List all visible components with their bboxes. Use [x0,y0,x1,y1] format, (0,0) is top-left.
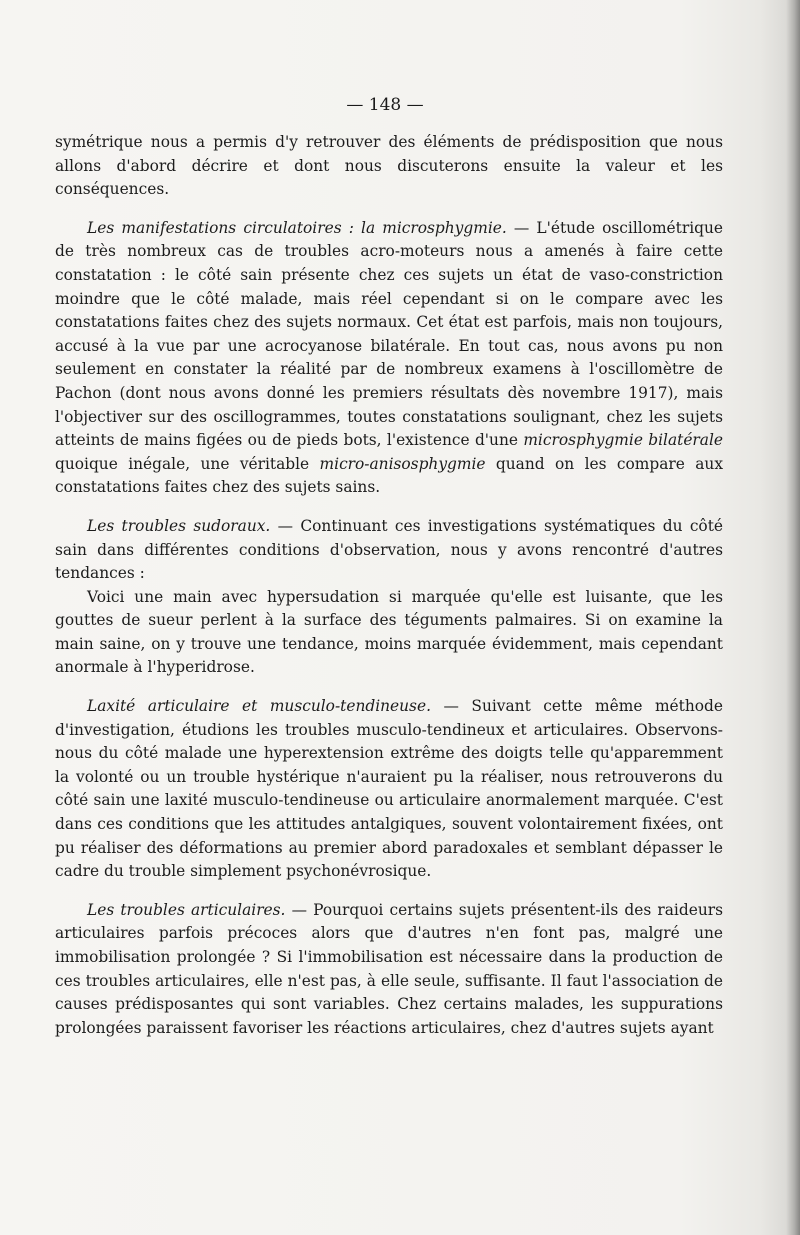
paragraph-hypersudation: Voici une main avec hypersudation si marquée qu'elle est luisante, que les gouttes de sueur perlent à la surface des téguments palmaires. Si on examine la main saine, on y trouve une tendance, moins marquée évidemment, mais cependant anormale à l'hyperidrose. [55,587,723,677]
paragraph-text: — Pourquoi certains sujets présentent-ils des raideurs articulaires parfois précoces alors que d'autres n'en font pas, malgré une immobilisation prolongée ? Si l'immobilisation est nécessaire dans la production de ces troubles articulaires, elle n'est pas, à elle seule, suffisante. Il faut l'association de causes prédisposantes qui sont variables. Chez certains malades, les suppurations prolongées paraissent favoriser les réactions articulaires, chez d'autres sujets ayant [55,900,723,1037]
section-heading-articular: Les troubles articulaires. [87,900,286,919]
paragraph-circulatory [55,217,723,500]
paragraph-articular [55,899,723,1041]
paragraph-text: — L'étude oscillométrique de très nombreux cas de troubles acro-moteurs nous a amenés à faire cette constatation : le côté sain présente chez ces sujets un état de vaso-constriction moindre que le côté malade, mais réel cependant si on le compare avec les constatations faites chez des sujets normaux. Cet état est parfois, mais non toujours, accusé à la vue par une acrocyanose bilatérale. En tout cas, nous avons pu non seulement en constater la réalité par de nombreux examens à l'oscillomètre de Pachon (dont nous avons donné les premiers résultats dès novembre 1917), mais l'objectiver sur des oscillogrammes, toutes constatations soulignant, chez les sujets atteints de mains figées ou de pieds bots, l'existence d'une [55,218,723,450]
page-number: — 148 — [346,95,424,115]
paragraph-continuation: symétrique nous a permis d'y retrouver des éléments de prédisposition que nous allons d'abord décrire et dont nous discuterons ensuite la valeur et les conséquences. [55,133,723,199]
paragraph-text: — Continuant ces investigations systématiques du côté sain dans différentes conditions d'observation, nous y avons rencontré d'autres tendances : [55,516,723,583]
section-heading-laxity: Laxité articulaire et musculo-tendineuse. [87,697,431,716]
emphasis-micro-anisosphygmie: micro-anisosphygmie [319,454,486,473]
section-heading-sudoral: Les troubles sudoraux. [87,516,271,535]
emphasis-microsphygmie: microsphygmie bilatérale [523,431,723,450]
paragraph-text: quand on les compare aux constatations faites chez des sujets sains. [55,454,724,497]
paragraph-text: — Suivant cette même méthode d'investigation, étudions les troubles musculo-tendineux et articulaires. Observons-nous du côté malade une hyperextension extrême des doigts telle qu'apparemment la volonté ou un trouble hystérique n'auraient pu la réaliser, nous retrouverons du côté sain une laxité musculo-tendineuse ou articulaire anormalement marquée. C'est dans ces conditions que les attitudes antalgiques, souvent volontairement fixées, ont pu réaliser des déformations au premier abord paradoxales et semblant dépasser le cadre du trouble simplement psychonévrosique. [55,697,723,881]
body-text [55,131,723,1040]
paragraph-text: quoique inégale, une véritable [55,454,320,473]
page-edge-shadow [786,0,800,1235]
section-heading-circulatory: Les manifestations circulatoires : la microsphygmie. [87,218,507,237]
paragraph-sudoral [55,515,723,586]
paragraph-laxity [55,695,723,884]
